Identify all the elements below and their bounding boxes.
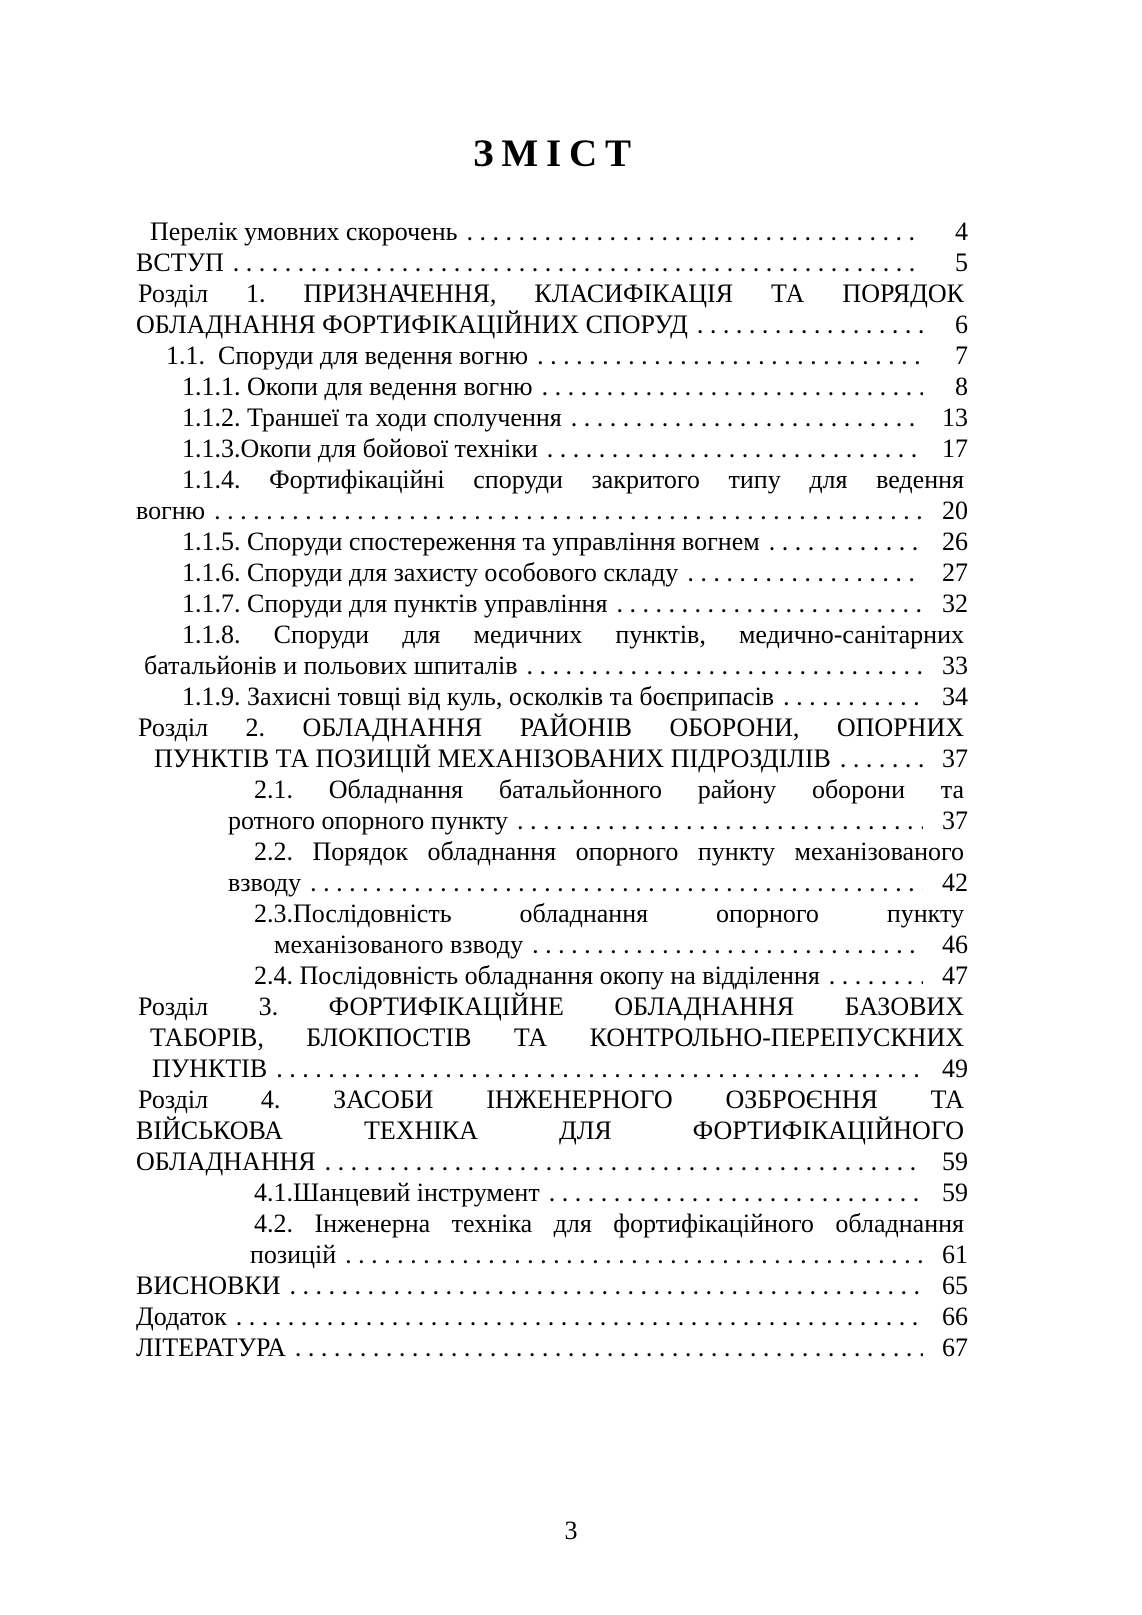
toc-entry xyxy=(136,712,968,774)
toc-entry-last-line xyxy=(166,340,968,371)
toc-entry-last-line xyxy=(136,1146,968,1177)
toc-entry-last-line xyxy=(182,557,968,588)
toc-entry xyxy=(136,371,968,402)
toc-entry xyxy=(136,557,968,588)
toc-entry-last-line xyxy=(152,1053,968,1084)
toc-entry xyxy=(136,619,968,681)
toc-page-ref: 13 xyxy=(942,403,968,432)
toc-entry-last-line xyxy=(136,1301,968,1332)
dot-leader xyxy=(549,1177,923,1208)
toc-entry xyxy=(136,402,968,433)
toc-page-ref: 32 xyxy=(942,589,968,618)
dot-leader xyxy=(517,805,923,836)
toc-page-ref: 47 xyxy=(942,961,968,990)
toc-entry-text: 1.1.6. Споруди для захисту особового складу xyxy=(182,558,679,587)
dot-leader xyxy=(769,526,923,557)
toc-entry-line: 2.3.Послідовність обладнання опорного пункту xyxy=(254,899,964,928)
dot-leader xyxy=(697,309,923,340)
dot-leader xyxy=(783,681,923,712)
toc-page-ref: 6 xyxy=(955,310,968,339)
toc-entry-last-line xyxy=(182,588,968,619)
toc-page-ref: 5 xyxy=(955,248,968,277)
toc-entry xyxy=(136,960,968,991)
dot-leader xyxy=(233,247,923,278)
toc-entry-last-line xyxy=(154,743,968,774)
page-number: 3 xyxy=(564,1516,578,1545)
dot-leader xyxy=(526,650,923,681)
toc-page-ref: 67 xyxy=(942,1333,968,1362)
toc-entry-text: 1.1.1. Окопи для ведення вогню xyxy=(182,372,533,401)
dot-leader xyxy=(532,929,923,960)
toc-entry-text: 1.1. Споруди для ведення вогню xyxy=(166,341,529,370)
toc-entry-line: 1.1.8. Споруди для медичних пунктів, медично-санітарних xyxy=(182,620,964,649)
toc-page-ref: 66 xyxy=(942,1302,968,1331)
toc-entry xyxy=(136,898,968,960)
toc-entry xyxy=(136,526,968,557)
toc-entry-text: ПУНКТІВ xyxy=(152,1054,268,1083)
toc-entry xyxy=(136,340,968,371)
toc-page-ref: 65 xyxy=(942,1271,968,1300)
toc-entry-text: ЛІТЕРАТУРА xyxy=(136,1333,286,1362)
toc-entry-text: ротного опорного пункту xyxy=(228,806,508,835)
toc-entry-last-line xyxy=(254,960,968,991)
toc-entry xyxy=(136,1084,968,1177)
toc-entry xyxy=(136,278,968,340)
toc-entry-line: Розділ 2. ОБЛАДНАННЯ РАЙОНІВ ОБОРОНИ, ОПОРНИХ xyxy=(138,713,964,742)
toc-page-ref: 59 xyxy=(942,1147,968,1176)
toc-page-ref: 26 xyxy=(942,527,968,556)
toc-entry-line: 4.2. Інженерна техніка для фортифікаційного обладнання xyxy=(254,1209,964,1238)
toc-entry-last-line xyxy=(144,650,968,681)
toc-entry-text: Додаток xyxy=(136,1302,227,1331)
dot-leader xyxy=(276,1053,923,1084)
toc-entry-text: 1.1.7. Споруди для пунктів управління xyxy=(182,589,608,618)
dot-leader xyxy=(295,1332,923,1363)
toc-entry-line: Розділ 4. ЗАСОБИ ІНЖЕНЕРНОГО ОЗБРОЄННЯ ТА xyxy=(138,1085,964,1114)
toc-page-ref: 4 xyxy=(955,217,968,246)
toc-entry-line: ВІЙСЬКОВА ТЕХНІКА ДЛЯ ФОРТИФІКАЦІЙНОГО xyxy=(136,1116,964,1145)
toc-entry xyxy=(136,1332,968,1363)
toc-entry-line: 2.1. Обладнання батальйонного району оборони та xyxy=(254,775,964,804)
toc-entry-last-line xyxy=(182,433,968,464)
toc-entry xyxy=(136,681,968,712)
toc-entry-text: ОБЛАДНАННЯ ФОРТИФІКАЦІЙНИХ СПОРУД xyxy=(136,310,688,339)
toc-entry xyxy=(136,1208,968,1270)
toc-entry xyxy=(136,1177,968,1208)
toc-entry-text: 2.4. Послідовність обладнання окопу на відділення xyxy=(254,961,820,990)
dot-leader xyxy=(289,1270,923,1301)
toc-entry xyxy=(136,991,968,1084)
toc-entry-last-line xyxy=(150,216,968,247)
dot-leader xyxy=(310,867,923,898)
toc-entry-last-line xyxy=(136,247,968,278)
toc-entry-text: ВИСНОВКИ xyxy=(136,1271,281,1300)
toc-entry-last-line xyxy=(136,1332,968,1363)
toc-entry-last-line xyxy=(182,402,968,433)
toc-page-ref: 7 xyxy=(955,341,968,370)
toc-entry-text: позицій xyxy=(250,1240,337,1269)
toc-entry-text: взводу xyxy=(228,868,302,897)
toc-page-ref: 49 xyxy=(942,1054,968,1083)
toc-entry-text: 1.1.2. Траншеї та ходи сполучення xyxy=(182,403,562,432)
toc-entry-text: Перелік умовних скорочень xyxy=(150,217,458,246)
table-of-contents xyxy=(136,216,968,1363)
toc-entry-last-line xyxy=(136,1270,968,1301)
toc-entry-last-line xyxy=(228,805,968,836)
toc-entry-text: 4.1.Шанцевий інструмент xyxy=(254,1178,540,1207)
toc-page-ref: 33 xyxy=(942,651,968,680)
dot-leader xyxy=(829,960,923,991)
toc-page-ref: 34 xyxy=(942,682,968,711)
toc-entry-text: ПУНКТІВ ТА ПОЗИЦІЙ МЕХАНІЗОВАНИХ ПІДРОЗДІЛІВ xyxy=(154,744,831,773)
toc-entry-text: механізованого взводу xyxy=(274,930,524,959)
toc-entry xyxy=(136,588,968,619)
dot-leader xyxy=(542,371,923,402)
toc-entry xyxy=(136,1301,968,1332)
dot-leader xyxy=(616,588,923,619)
toc-entry-line: 2.2. Порядок обладнання опорного пункту механізованого xyxy=(254,837,964,866)
dot-leader xyxy=(840,743,923,774)
toc-page-ref: 27 xyxy=(942,558,968,587)
dot-leader xyxy=(687,557,923,588)
dot-leader xyxy=(325,1146,923,1177)
toc-entry-last-line xyxy=(254,1177,968,1208)
toc-page-ref: 17 xyxy=(942,434,968,463)
toc-entry xyxy=(136,836,968,898)
toc-entry xyxy=(136,1270,968,1301)
toc-entry-text: вогню xyxy=(136,496,206,525)
dot-leader xyxy=(537,340,923,371)
toc-entry-last-line xyxy=(274,929,968,960)
toc-entry-text: ОБЛАДНАННЯ xyxy=(136,1147,316,1176)
dot-leader xyxy=(571,402,923,433)
toc-entry-text: 1.1.5. Споруди спостереження та управління вогнем xyxy=(182,527,760,556)
toc-entry-last-line xyxy=(136,495,968,526)
toc-page-ref: 46 xyxy=(942,930,968,959)
toc-page-ref: 61 xyxy=(942,1240,968,1269)
toc-page-ref: 37 xyxy=(942,806,968,835)
toc-entry-last-line xyxy=(182,371,968,402)
dot-leader xyxy=(345,1239,923,1270)
toc-entry-last-line xyxy=(136,309,968,340)
toc-entry-text: ВСТУП xyxy=(136,248,224,277)
toc-entry-last-line xyxy=(250,1239,968,1270)
toc-entry-text: 1.1.9. Захисні товщі від куль, осколків та боєприпасів xyxy=(182,682,775,711)
toc-page-ref: 20 xyxy=(942,496,968,525)
toc-page-ref: 59 xyxy=(942,1178,968,1207)
toc-entry xyxy=(136,216,968,247)
toc-page-ref: 42 xyxy=(942,868,968,897)
toc-entry xyxy=(136,433,968,464)
toc-page-ref: 8 xyxy=(955,372,968,401)
dot-leader xyxy=(236,1301,923,1332)
toc-page-ref: 37 xyxy=(942,744,968,773)
toc-entry-last-line xyxy=(182,681,968,712)
toc-entry xyxy=(136,247,968,278)
toc-entry-text: 1.1.3.Окопи для бойової техніки xyxy=(182,434,538,463)
toc-entry-text: батальйонів и польових шпиталів xyxy=(144,651,518,680)
dot-leader xyxy=(214,495,923,526)
toc-entry xyxy=(136,464,968,526)
dot-leader xyxy=(547,433,923,464)
page-title: ЗМІСТ xyxy=(473,132,639,175)
toc-entry-line: Розділ 3. ФОРТИФІКАЦІЙНЕ ОБЛАДНАННЯ БАЗОВИХ xyxy=(138,992,964,1021)
toc-entry-last-line xyxy=(182,526,968,557)
toc-entry-line: Розділ 1. ПРИЗНАЧЕННЯ, КЛАСИФІКАЦІЯ ТА ПОРЯДОК xyxy=(138,279,964,308)
toc-entry xyxy=(136,774,968,836)
dot-leader xyxy=(466,216,923,247)
toc-entry-last-line xyxy=(228,867,968,898)
toc-entry-line: 1.1.4. Фортифікаційні споруди закритого типу для ведення xyxy=(182,465,964,494)
toc-entry-line: ТАБОРІВ, БЛОКПОСТІВ ТА КОНТРОЛЬНО-ПЕРЕПУСКНИХ xyxy=(150,1023,964,1052)
